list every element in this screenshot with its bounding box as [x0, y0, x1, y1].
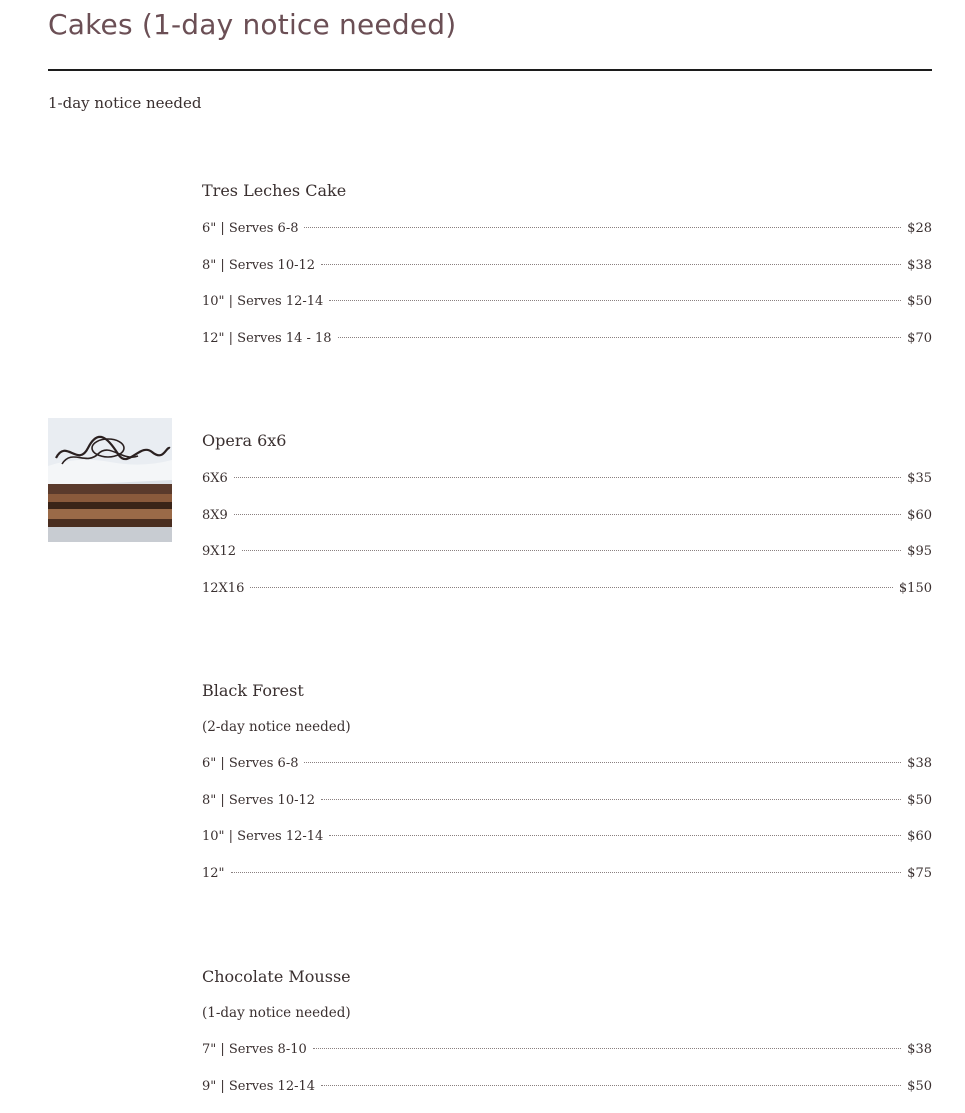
price-row [202, 329, 932, 366]
price-row [202, 579, 932, 616]
price: $38 [907, 1040, 932, 1060]
item-name: Chocolate Mousse [202, 967, 932, 987]
variant-label: 6" | Serves 6-8 [202, 754, 298, 774]
price-row [202, 791, 932, 828]
variant-label: 8" | Serves 10-12 [202, 791, 315, 811]
price-row [202, 506, 932, 543]
variant-label: 9" | Serves 12-14 [202, 1077, 315, 1097]
price-row [202, 469, 932, 506]
price: $150 [899, 579, 932, 599]
dot-leader [338, 337, 902, 338]
price-row [202, 1040, 932, 1077]
variant-label: 10" | Serves 12-14 [202, 827, 323, 847]
price-row [202, 256, 932, 293]
dot-leader [321, 1085, 901, 1086]
price-row [202, 827, 932, 864]
price: $70 [907, 329, 932, 349]
price: $28 [907, 219, 932, 239]
price: $60 [907, 827, 932, 847]
item-name: Tres Leches Cake [202, 181, 932, 201]
price-row [202, 754, 932, 791]
cake-photo-icon [48, 418, 172, 542]
dot-leader [329, 300, 901, 301]
price: $50 [907, 1077, 932, 1097]
variant-label: 6X6 [202, 469, 228, 489]
item-name: Opera 6x6 [202, 431, 932, 451]
price-row [202, 292, 932, 329]
dot-leader [321, 799, 901, 800]
price: $50 [907, 791, 932, 811]
price: $95 [907, 542, 932, 562]
price: $35 [907, 469, 932, 489]
dot-leader [313, 1048, 901, 1049]
price: $50 [907, 292, 932, 312]
price: $38 [907, 256, 932, 276]
price: $38 [907, 754, 932, 774]
variant-label: 12X16 [202, 579, 244, 599]
section-title: Cakes (1-day notice needed) [48, 8, 456, 41]
dot-leader [321, 264, 901, 265]
price: $60 [907, 506, 932, 526]
item-name: Black Forest [202, 681, 932, 701]
variant-label: 8" | Serves 10-12 [202, 256, 315, 276]
variant-label: 12" | Serves 14 - 18 [202, 329, 332, 349]
variant-label: 9X12 [202, 542, 236, 562]
section-divider [48, 69, 932, 71]
opera-cake-image[interactable] [48, 418, 172, 542]
dot-leader [329, 835, 901, 836]
section-description: 1-day notice needed [48, 94, 201, 112]
price: $75 [907, 864, 932, 884]
variant-label: 6" | Serves 6-8 [202, 219, 298, 239]
price-row [202, 542, 932, 579]
item-note: (1-day notice needed) [202, 1003, 932, 1023]
variant-label: 12" [202, 864, 225, 884]
dot-leader [304, 762, 901, 763]
item-note: (2-day notice needed) [202, 717, 932, 737]
dot-leader [250, 587, 893, 588]
dot-leader [234, 477, 901, 478]
price-row [202, 864, 932, 901]
dot-leader [231, 872, 902, 873]
dot-leader [304, 227, 901, 228]
dot-leader [234, 514, 901, 515]
variant-label: 7" | Serves 8-10 [202, 1040, 307, 1060]
variant-label: 10" | Serves 12-14 [202, 292, 323, 312]
price-row [202, 219, 932, 256]
variant-label: 8X9 [202, 506, 228, 526]
dot-leader [242, 550, 901, 551]
